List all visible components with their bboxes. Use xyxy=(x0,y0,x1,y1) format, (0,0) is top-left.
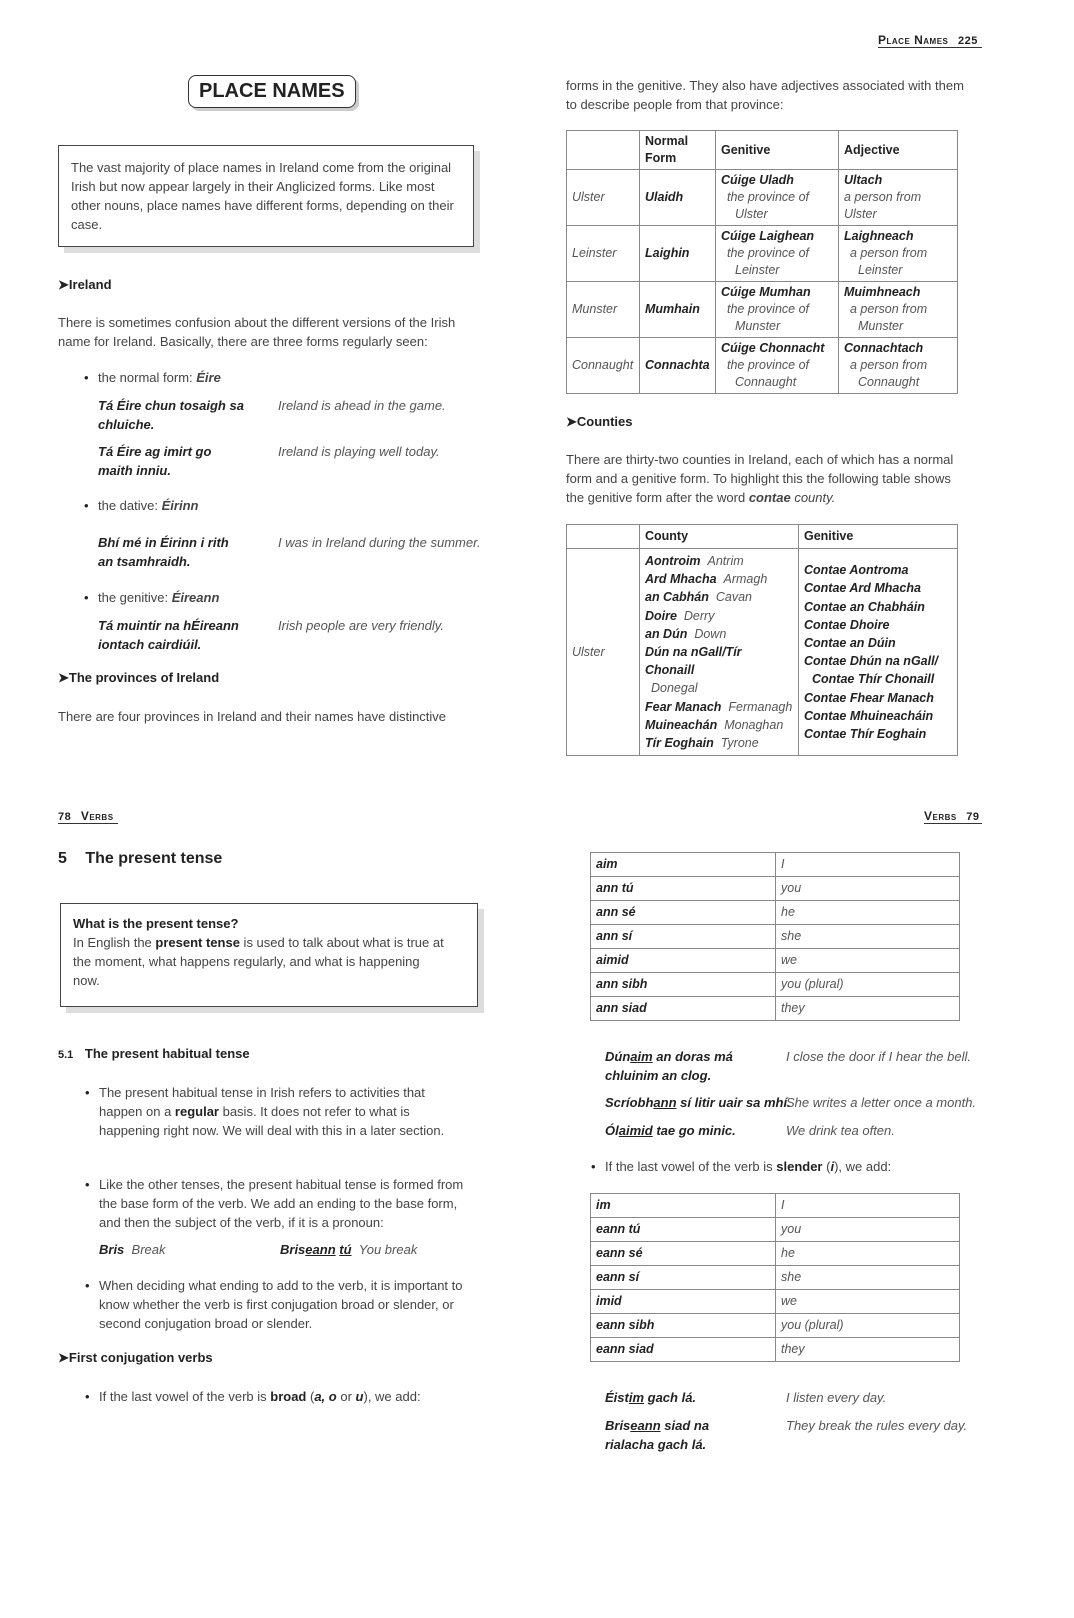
table-row: imid we xyxy=(591,1290,960,1314)
table-header xyxy=(567,525,640,549)
table-row: ann siad they xyxy=(591,997,960,1021)
adjective-gloss: a person from Leinster xyxy=(850,246,928,277)
table-row: eann sí she xyxy=(591,1266,960,1290)
province-en: Munster xyxy=(567,282,640,338)
example-english: Ireland is playing well today. xyxy=(278,444,440,459)
slender-endings-table xyxy=(590,1193,960,1362)
chapter-title: The present tense xyxy=(85,850,223,867)
example-english: They break the rules every day. xyxy=(786,1418,968,1433)
page-number: 78 xyxy=(58,811,72,823)
page-header xyxy=(878,33,978,47)
example-irish: Dúnaim an doras má chluinim an clog. xyxy=(605,1049,733,1083)
table-row: ann sé he xyxy=(591,901,960,925)
running-head: Verbs xyxy=(80,809,114,823)
province-adjective: Ultach xyxy=(844,173,883,187)
example-briseann: Briseann tú You break xyxy=(280,1242,418,1257)
province-normal: Laighin xyxy=(640,226,716,282)
bullet-habitual: • The present habitual tense in Irish refers to activities that happen on a regular basis. It does not refer to what is happening right now. We will deal with this in a later section. xyxy=(99,1083,449,1140)
table-row: eann sé he xyxy=(591,1242,960,1266)
province-normal: Connachta xyxy=(640,338,716,394)
running-head: Verbs xyxy=(924,809,957,823)
word-eirinn: Éirinn xyxy=(161,498,199,513)
table-header: Genitive xyxy=(716,131,839,170)
bullet-normal-form: • the normal form: Éire xyxy=(98,368,221,387)
header-rule xyxy=(58,823,118,824)
paragraph-ireland: There is sometimes confusion about the different versions of the Irish name for Ireland. Basically, there are three forms regularly seen: xyxy=(58,315,456,349)
example-irish: Bhí mé in Éirinn i rith an tsamhraidh. xyxy=(98,535,229,569)
example-irish: Tá Éire chun tosaigh sa chluiche. xyxy=(98,398,244,432)
word-eire: Éire xyxy=(196,370,221,385)
genitive-gloss: the province of Leinster xyxy=(727,246,809,277)
page-number: 79 xyxy=(966,811,980,823)
example-english: We drink tea often. xyxy=(786,1123,895,1138)
example-english: I listen every day. xyxy=(786,1390,887,1405)
table-row: aimid we xyxy=(591,949,960,973)
chapter-number: 5 xyxy=(58,850,67,867)
page-header xyxy=(924,809,980,823)
county-genitive-list: Contae Aontroma Contae Ard Mhacha Contae an Chabháin Contae Dhoire Contae an Dúin Contae Dhún na nGall/ Contae Thír Chonaill Contae Fhear Manach Contae Mhuineacháin Contae Thír Eoghain xyxy=(799,549,958,756)
definition-box xyxy=(60,903,478,1007)
genitive-gloss: the province of Connaught xyxy=(727,358,809,389)
example-english: I close the door if I hear the bell. xyxy=(786,1049,971,1064)
example-irish: Tá muintir na hÉireann iontach cairdiúil. xyxy=(98,618,239,652)
page-number: 225 xyxy=(957,35,978,47)
bullet-genitive: • the genitive: Éireann xyxy=(98,588,219,607)
adjective-gloss: a person from Munster xyxy=(850,302,928,333)
section-heading-counties: ➤Counties xyxy=(566,414,633,429)
table-row xyxy=(567,282,958,338)
section-heading-provinces: ➤The provinces of Ireland xyxy=(58,670,220,685)
example-irish: Briseann siad na rialacha gach lá. xyxy=(605,1418,710,1452)
table-row: aim I xyxy=(591,853,960,877)
section-heading-first-conjugation: ➤First conjugation verbs xyxy=(58,1350,213,1365)
paragraph-provinces: There are four provinces in Ireland and their names have distinctive xyxy=(58,709,447,724)
provinces-table xyxy=(566,130,958,394)
intro-text: The vast majority of place names in Ireland come from the original Irish but now appear largely in their Anglicized forms. Like most other nouns, place names have different forms, depending on their case. xyxy=(71,160,454,232)
bullet-slender: • If the last vowel of the verb is slender (i), we add: xyxy=(605,1157,891,1176)
province-genitive: Cúige Laighean xyxy=(721,229,815,243)
example-english: Irish people are very friendly. xyxy=(278,618,444,633)
province-en: Leinster xyxy=(567,226,640,282)
paragraph-counties: There are thirty-two counties in Ireland, each of which has a normal form and a genitive form. To highlight this the following table shows the genitive form after the word contae county. xyxy=(566,452,954,505)
example-irish: Tá Éire ag imirt go maith inniu. xyxy=(98,444,212,478)
province-genitive: Cúige Chonnacht xyxy=(721,341,825,355)
province-genitive: Cúige Mumhan xyxy=(721,285,811,299)
intro-note xyxy=(58,145,474,247)
section-heading-ireland: ➤Ireland xyxy=(58,277,112,292)
province-normal: Mumhain xyxy=(640,282,716,338)
bullet-dative: • the dative: Éirinn xyxy=(98,496,198,515)
table-row: ann sí she xyxy=(591,925,960,949)
bullet-broad: • If the last vowel of the verb is broad (a, o or u), we add: xyxy=(99,1387,421,1406)
genitive-gloss: the province of Ulster xyxy=(727,190,809,221)
table-row xyxy=(567,338,958,394)
table-row: eann siad they xyxy=(591,1338,960,1362)
province-adjective: Muimhneach xyxy=(844,285,921,299)
example-english: She writes a letter once a month. xyxy=(786,1095,977,1110)
broad-endings-table xyxy=(590,852,960,1021)
province-en: Ulster xyxy=(567,170,640,226)
counties-table xyxy=(566,524,958,756)
county-province: Ulster xyxy=(567,549,640,756)
province-adjective: Laighneach xyxy=(844,229,914,243)
adjective-gloss: a person from Ulster xyxy=(844,190,922,221)
example-irish: Scríobhann sí litir uair sa mhí. xyxy=(605,1095,791,1110)
example-bris: Bris Break xyxy=(99,1242,166,1257)
table-header: Genitive xyxy=(799,525,958,549)
county-list: Aontroim Antrim Ard Mhacha Armagh an Cabhán Cavan Doire Derry an Dún Down Dún na nGall/Tír Chonaill Donegal Fear Manach Fermanagh Muineachán Monaghan Tír Eoghain Tyrone xyxy=(640,549,799,756)
table-header: County xyxy=(640,525,799,549)
table-row: eann tú you xyxy=(591,1218,960,1242)
paragraph-provinces-continued: forms in the genitive. They also have adjectives associated with them to describe people from that province: xyxy=(566,78,964,112)
bullet-conjugation: • When deciding what ending to add to the verb, it is important to know whether the verb is first conjugation broad or slender, or second conjugation broad or slender. xyxy=(99,1276,474,1333)
page-title: PLACE NAMES xyxy=(188,75,356,108)
table-row: eann sibh you (plural) xyxy=(591,1314,960,1338)
bullet-formation: • Like the other tenses, the present habitual tense is formed from the base form of the verb. We add an ending to the base form, and then the subject of the verb, if it is a pronoun: xyxy=(99,1175,474,1232)
province-adjective: Connachtach xyxy=(844,341,924,355)
running-head: Place Names xyxy=(878,33,949,47)
box-text: In English the present tense is used to talk about what is true at the moment, what happens regularly, and what is happening now. xyxy=(73,935,444,988)
header-rule xyxy=(878,47,982,48)
subsection-heading: 5.1 The present habitual tense xyxy=(58,1046,250,1061)
box-title: What is the present tense? xyxy=(73,916,239,931)
table-header: Normal Form xyxy=(640,131,716,170)
adjective-gloss: a person from Connaught xyxy=(850,358,928,389)
table-row xyxy=(567,170,958,226)
province-normal: Ulaidh xyxy=(640,170,716,226)
province-genitive: Cúige Uladh xyxy=(721,173,794,187)
genitive-gloss: the province of Munster xyxy=(727,302,809,333)
example-english: Ireland is ahead in the game. xyxy=(278,398,446,413)
table-row: im I xyxy=(591,1194,960,1218)
example-irish: Ólaimid tae go minic. xyxy=(605,1123,736,1138)
table-header: Adjective xyxy=(839,131,958,170)
chapter-heading xyxy=(58,850,222,868)
table-row xyxy=(567,226,958,282)
word-eireann: Éireann xyxy=(171,590,220,605)
example-irish: Éistim gach lá. xyxy=(605,1390,697,1405)
table-header xyxy=(567,131,640,170)
header-rule xyxy=(924,823,982,824)
table-row: ann tú you xyxy=(591,877,960,901)
province-en: Connaught xyxy=(567,338,640,394)
table-row: ann sibh you (plural) xyxy=(591,973,960,997)
example-english: I was in Ireland during the summer. xyxy=(278,535,481,550)
page-header xyxy=(58,809,114,823)
